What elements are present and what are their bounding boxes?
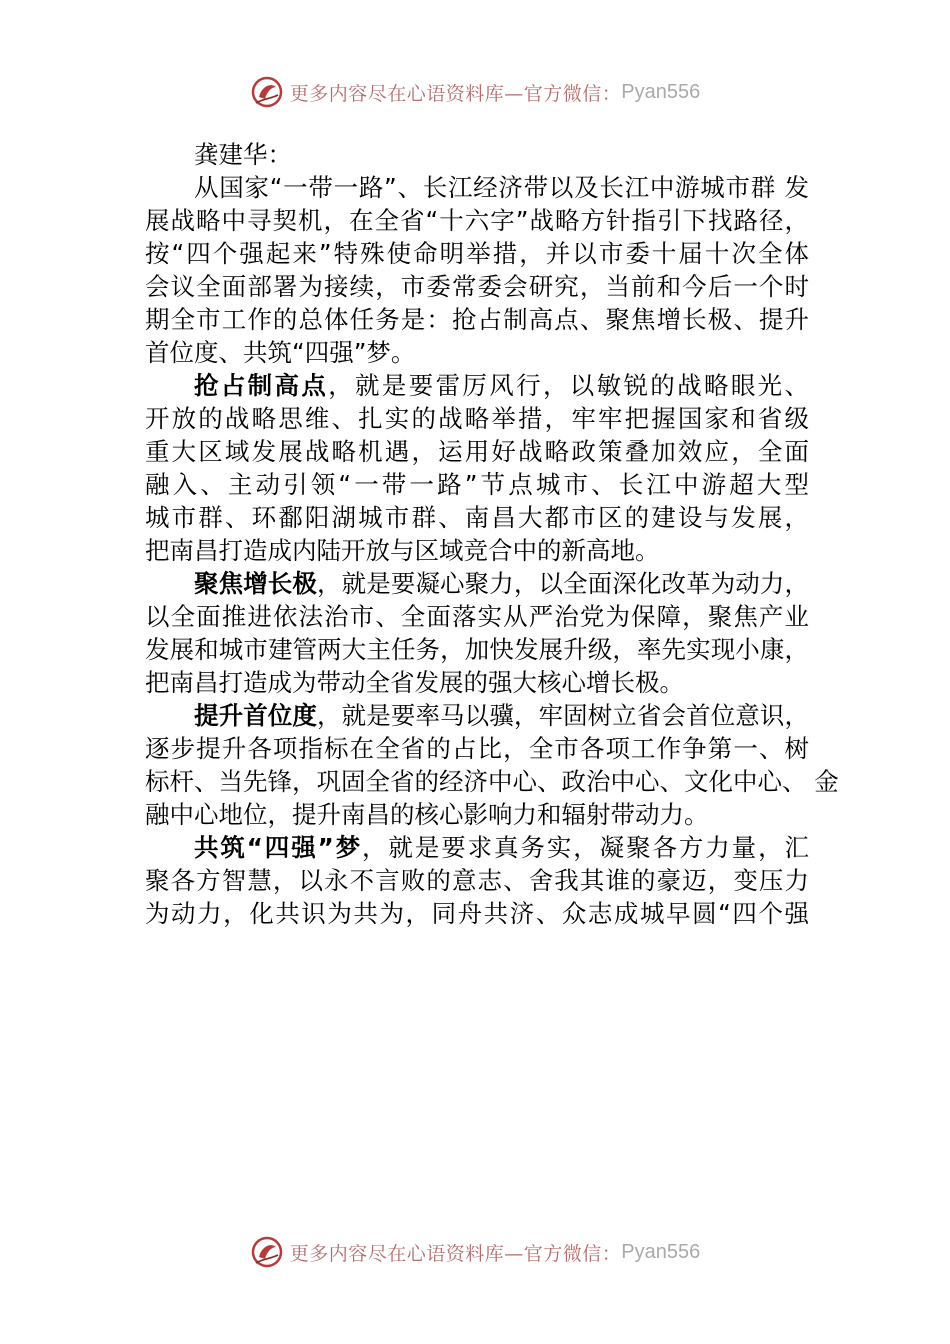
text-segment: ，就是要求真务实，凝聚各方力量，汇 <box>362 833 809 862</box>
text-segment: 重大区域发展战略机遇，运用好战略政策叠加效应，全面 <box>145 437 809 466</box>
text-segment: 把南昌打造成为带动全省发展的强大核心增长极。 <box>145 668 684 697</box>
text-line <box>145 237 809 270</box>
text-line <box>145 897 809 930</box>
watermark-text: 更多内容尽在心语资料库—官方微信： <box>289 1242 622 1265</box>
text-segment: 开放的战略思维、扎实的战略举措，牢牢把握国家和省级 <box>145 404 809 433</box>
bold-heading: 共筑“四强”梦 <box>194 833 363 862</box>
text-segment: 逐步提升各项指标在全省的占比，全市各项工作争第一、树 <box>145 734 809 763</box>
text-line <box>145 501 809 534</box>
text-line <box>145 138 809 171</box>
logo-icon <box>250 75 284 109</box>
text-line <box>145 336 809 369</box>
text-segment: 龚建华： <box>194 140 292 169</box>
text-segment: ，就是要凝心聚力，以全面深化改革为动力， <box>317 569 810 598</box>
bold-heading: 聚焦增长极 <box>194 569 318 598</box>
bold-heading: 提升首位度 <box>194 701 318 730</box>
text-segment: 把南昌打造成内陆开放与区域竞合中的新高地。 <box>145 536 660 565</box>
watermark-text: 更多内容尽在心语资料库—官方微信： <box>289 82 622 105</box>
text-segment: ，就是要雷厉风行，以敏锐的战略眼光、 <box>328 371 810 400</box>
text-segment: 会议全面部署为接续，市委常委会研究，当前和今后一个时 <box>145 272 809 301</box>
text-line <box>145 534 809 567</box>
bold-heading: 抢占制高点 <box>194 371 329 400</box>
text-segment: 期全市工作的总体任务是：抢占制高点、聚焦增长极、提升 <box>145 305 809 334</box>
text-segment: ，就是要率马以骥，牢固树立省会首位意识， <box>317 701 810 730</box>
document-body <box>145 138 839 930</box>
footer-watermark <box>0 1232 950 1272</box>
text-line <box>145 699 809 732</box>
text-line <box>145 864 809 897</box>
logo-icon <box>250 1235 284 1269</box>
text-segment: 首位度、共筑“四强”梦。 <box>145 338 416 367</box>
text-line <box>145 765 839 798</box>
text-line <box>145 402 809 435</box>
header-watermark <box>0 72 950 112</box>
text-line <box>145 270 809 303</box>
text-line <box>145 732 809 765</box>
text-line <box>145 171 809 204</box>
watermark-id: Pyan556 <box>621 1240 701 1263</box>
text-segment: 从国家“一带一路”、长江经济带以及长江中游城市群 发 <box>194 173 809 202</box>
text-segment: 城市群、环鄱阳湖城市群、南昌大都市区的建设与发展， <box>145 503 809 532</box>
text-line <box>145 303 809 336</box>
text-segment: 融中心地位，提升南昌的核心影响力和辐射带动力。 <box>145 800 709 829</box>
text-line <box>145 369 809 402</box>
text-line <box>145 600 809 633</box>
text-segment: 聚各方智慧，以永不言败的意志、舍我其谁的豪迈，变压力 <box>145 866 809 895</box>
text-line <box>145 567 809 600</box>
text-line <box>145 204 809 237</box>
text-line <box>145 468 809 501</box>
text-segment: 融入、主动引领“一带一路”节点城市、长江中游超大型 <box>145 470 809 499</box>
text-segment: 展战略中寻契机，在全省“十六字”战略方针指引下找路径， <box>145 206 809 235</box>
text-segment: 以全面推进依法治市、全面落实从严治党为保障，聚焦产业 <box>145 602 809 631</box>
text-segment: 发展和城市建管两大主任务，加快发展升级，率先实现小康， <box>145 635 809 664</box>
text-line <box>145 666 809 699</box>
text-line <box>145 435 809 468</box>
text-line <box>145 831 809 864</box>
text-segment: 为动力，化共识为共为，同舟共济、众志成城早圆“四个强 <box>145 899 809 928</box>
text-segment: 标杆、当先锋，巩固全省的经济中心、政治中心、文化中心、 金 <box>145 767 839 796</box>
text-line <box>145 633 809 666</box>
text-line <box>145 798 809 831</box>
watermark-id: Pyan556 <box>621 80 701 103</box>
text-segment: 按“四个强起来”特殊使命明举措，并以市委十届十次全体 <box>145 239 809 268</box>
